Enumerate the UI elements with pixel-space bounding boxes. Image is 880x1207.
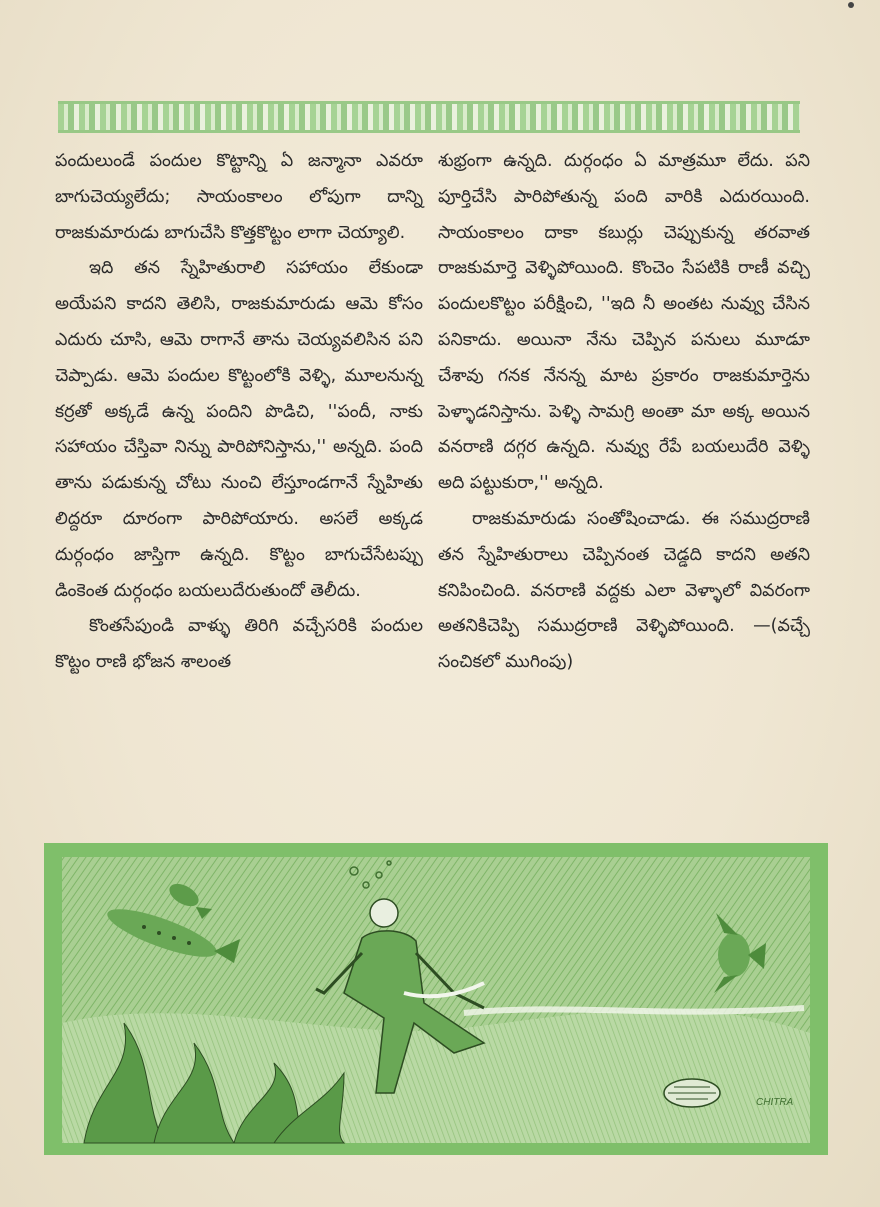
light-streak xyxy=(464,1008,804,1013)
sea-shell xyxy=(664,1079,720,1107)
decorative-border xyxy=(58,101,800,133)
right-column xyxy=(438,144,810,681)
artist-signature: CHITRA xyxy=(756,1097,794,1108)
left-column xyxy=(55,144,423,681)
paragraph: ఇది తన స్నేహితురాలి సహాయం లేకుండా అయేపని కాదని తెలిసి, రాజకుమారుడు ఆమె కోసం ఎదురు చూసి, ఆమె రాగానే తాను చెయ్యవలిసిన పని చెప్పాడు. ఆమె పందుల కొట్టంలోకి వెళ్ళి, మూలనున్న కర్రతో అక్కడే ఉన్న పందిని పొడిచి, ''పందీ, నాకు సహాయం చేస్తివా నిన్ను పారిపోనిస్తాను,'' అన్నది. పంది తాను పడుకున్న చోటు నుంచి లేస్తూండగానే స్నేహితు లిద్దరూ దూరంగా పారిపోయారు. అసలే అక్కడ దుర్గంధం జాస్తిగా ఉన్నది. కొట్టం బాగుచేసేటప్పు డింకెంత దుర్గంధం బయలుదేరుతుందో తెలీదు. xyxy=(55,258,423,601)
ink-dot xyxy=(848,2,854,8)
underwater-illustration xyxy=(44,843,828,1155)
paragraph: కొంతసేపుండి వాళ్ళు తిరిగి వచ్చేసరికి పందుల కొట్టం రాణి భోజన శాలంత xyxy=(55,616,423,673)
paragraph: శుభ్రంగా ఉన్నది. దుర్గంధం ఏ మాత్రమూ లేదు. పని పూర్తిచేసి పారిపోతున్న పంది వారికి ఎదురయింది. సాయంకాలం దాకా కబుర్లు చెప్పుకున్న తరవాత రాజకుమార్తె వెళ్ళిపోయింది. కొంచెం సేపటికి రాణీ వచ్చి పందులకొట్టం పరీక్షించి, ''ఇది నీ అంతట నువ్వు చేసిన పనికాదు. అయినా నేను చెప్పిన పనులు మూడూ చేశావు గనక నేనన్న మాట ప్రకారం రాజకుమార్తెను పెళ్ళాడనిస్తాను. పెళ్ళి సామగ్రి అంతా మా అక్క అయిన వనరాణి దగ్గర ఉన్నది. నువ్వు రేపే బయలుదేరి వెళ్ళి అది పట్టుకురా,'' అన్నది. xyxy=(438,151,810,494)
paragraph: రాజకుమారుడు సంతోషించాడు. ఈ సముద్రరాణి తన స్నేహితురాలు చెప్పినంత చెడ్డది కాదని అతని కనిపించింది. వనరాణి వద్దకు ఎలా వెళ్ళాలో వివరంగా అతనికిచెప్పి సముద్రరాణి వెళ్ళిపోయింది. —(వచ్చే సంచికలో ముగింపు) xyxy=(438,508,810,673)
paragraph: పందులుండే పందుల కొట్టాన్ని ఏ జన్మానా ఎవరూ బాగుచెయ్యలేదు; సాయంకాలం లోపుగా దాన్ని రాజకుమారుడు బాగుచేసి కొత్తకొట్టం లాగా చెయ్యాలి. xyxy=(55,151,423,243)
